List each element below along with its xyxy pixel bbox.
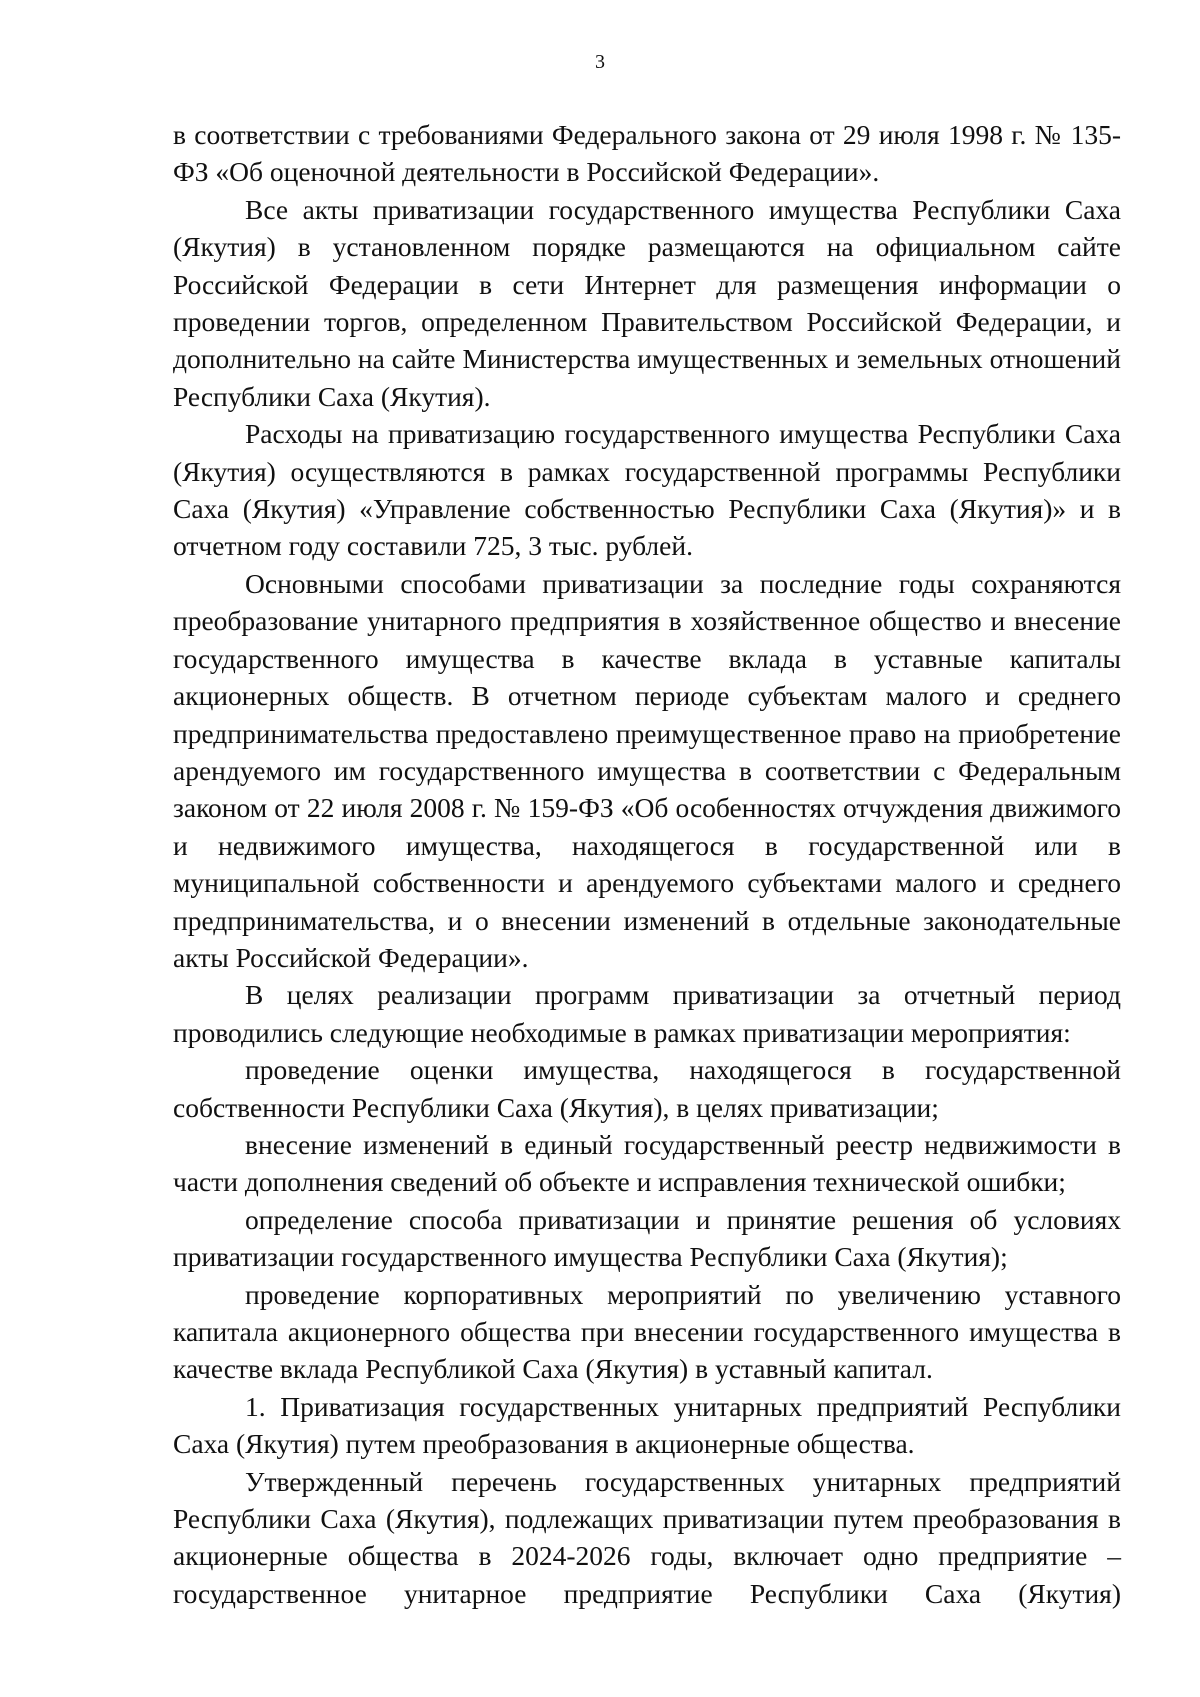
page-number: 3 [595, 51, 605, 73]
paragraph-privatization-acts-publication: Все акты приватизации государственного имущества Республики Саха (Якутия) в установленном порядке размещаются на официальном сайте Российской Федерации в сети Интернет для размещения информации о проведении торгов, определенном Правительством Российской Федерации, и дополнительно на сайте Министерства имущественных и земельных отношений Республики Саха (Якутия). [173, 193, 1121, 412]
list-item-property-appraisal: проведение оценки имущества, находящегося в государственной собственности Республики Саха (Якутия), в целях приватизации; [173, 1054, 1121, 1123]
document-body [173, 116, 1121, 1612]
list-item-corporate-measures: проведение корпоративных мероприятий по увеличению уставного капитала акционерного общества при внесении государственного имущества в качестве вклада Республикой Саха (Якутия) в уставный капитал. [173, 1278, 1121, 1385]
paragraph-appraisal-law: в соответствии с требованиями Федерального закона от 29 июля 1998 г. № 135-ФЗ «Об оценочной деятельности в Российской Федерации». [173, 119, 1121, 188]
paragraph-privatization-expenses: Расходы на приватизацию государственного имущества Республики Саха (Якутия) осуществляются в рамках государственной программы Республики Саха (Якутия) «Управление собственностью Республики Саха (Якутия)» и в отчетном году составили 725, 3 тыс. рублей. [173, 418, 1121, 562]
paragraph-measures-intro: В целях реализации программ приватизации за отчетный период проводились следующие необходимые в рамках приватизации мероприятия: [173, 979, 1121, 1048]
list-item-privatization-decision: определение способа приватизации и принятие решения об условиях приватизации государственного имущества Республики Саха (Якутия); [173, 1203, 1121, 1273]
paragraph-approved-list: Утвержденный перечень государственных унитарных предприятий Республики Саха (Якутия), подлежащих приватизации путем преобразования в акционерные общества в 2024-2026 годы, включает одно предприятие – государственное унитарное предприятие Республики Саха (Якутия) [173, 1465, 1121, 1609]
section-heading-unitary-enterprises: 1. Приватизация государственных унитарных предприятий Республики Саха (Якутия) путем преобразования в акционерные общества. [173, 1390, 1121, 1460]
list-item-registry-changes: внесение изменений в единый государственный реестр недвижимости в части дополнения сведений об объекте и исправления технической ошибки; [173, 1128, 1121, 1198]
paragraph-privatization-methods: Основными способами приватизации за последние годы сохраняются преобразование унитарного предприятия в хозяйственное общество и внесение государственного имущества в качестве вклада в уставные капиталы акционерных обществ. В отчетном периоде субъектам малого и среднего предпринимательства предоставлено преимущественное право на приобретение арендуемого им государственного имущества в соответствии с Федеральным законом от 22 июля 2008 г. № 159-ФЗ «Об особенностях отчуждения движимого и недвижимого имущества, находящегося в государственной или в муниципальной собственности и арендуемого субъектами малого и среднего предпринимательства, и о внесении изменений в отдельные законодательные акты Российской Федерации». [173, 567, 1121, 973]
